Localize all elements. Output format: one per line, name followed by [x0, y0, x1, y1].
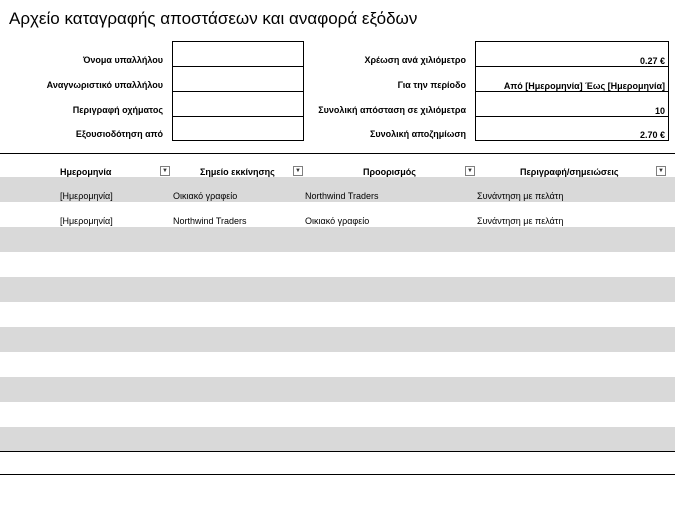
header-destination: Προορισμός	[363, 167, 416, 177]
table-row[interactable]	[0, 252, 675, 277]
period-label: Για την περίοδο	[397, 80, 466, 90]
vehicle-description-label: Περιγραφή οχήματος	[72, 105, 163, 115]
vehicle-description-field[interactable]	[172, 91, 304, 116]
table-cell[interactable]: [Ημερομηνία]	[60, 216, 113, 226]
filter-dropdown-icon[interactable]: ▼	[160, 166, 170, 176]
rate-per-km-field[interactable]: 0.27 €	[475, 41, 669, 66]
page-title: Αρχείο καταγραφής αποστάσεων και αναφορά εξόδων	[9, 9, 418, 28]
period-field[interactable]: Από [Ημερομηνία] Έως [Ημερομηνία]	[475, 66, 669, 91]
table-bottom-border	[0, 451, 675, 452]
table-row[interactable]	[0, 302, 675, 327]
header-start-point: Σημείο εκκίνησης	[200, 167, 275, 177]
table-row[interactable]	[0, 377, 675, 402]
filter-dropdown-icon[interactable]: ▼	[656, 166, 666, 176]
authorized-by-label: Εξουσιοδότηση από	[75, 129, 163, 139]
table-cell[interactable]: Οικιακό γραφείο	[305, 216, 370, 226]
filter-dropdown-icon[interactable]: ▼	[465, 166, 475, 176]
employee-id-label: Αναγνωριστικό υπαλλήλου	[46, 80, 163, 90]
employee-name-label: Όνομα υπαλλήλου	[82, 55, 163, 65]
table-cell[interactable]: Οικιακό γραφείο	[173, 191, 238, 201]
table-total-border	[0, 474, 675, 475]
table-cell[interactable]: Συνάντηση με πελάτη	[477, 216, 564, 226]
table-row[interactable]	[0, 352, 675, 377]
total-distance-field[interactable]: 10	[475, 91, 669, 116]
employee-id-field[interactable]	[172, 66, 304, 91]
table-row[interactable]	[0, 277, 675, 302]
table-row[interactable]	[0, 202, 675, 227]
table-cell[interactable]: Συνάντηση με πελάτη	[477, 191, 564, 201]
table-cell[interactable]: Northwind Traders	[305, 191, 379, 201]
table-row[interactable]	[0, 402, 675, 427]
table-cell[interactable]: [Ημερομηνία]	[60, 191, 113, 201]
rate-per-km-label: Χρέωση ανά χιλιόμετρο	[364, 55, 466, 65]
header-description: Περιγραφή/σημειώσεις	[520, 167, 619, 177]
total-reimbursement-field[interactable]: 2.70 €	[475, 116, 669, 141]
table-row[interactable]	[0, 427, 675, 452]
table-row[interactable]	[0, 327, 675, 352]
employee-name-field[interactable]	[172, 41, 304, 66]
total-distance-label: Συνολική απόσταση σε χιλιόμετρα	[318, 105, 466, 115]
authorized-by-field[interactable]	[172, 116, 304, 141]
table-row[interactable]	[0, 227, 675, 252]
table-cell[interactable]: Northwind Traders	[173, 216, 247, 226]
table-row[interactable]	[0, 177, 675, 202]
table-top-border	[0, 153, 675, 154]
total-reimbursement-label: Συνολική αποζημίωση	[369, 129, 466, 139]
filter-dropdown-icon[interactable]: ▼	[293, 166, 303, 176]
header-date: Ημερομηνία	[60, 167, 112, 177]
